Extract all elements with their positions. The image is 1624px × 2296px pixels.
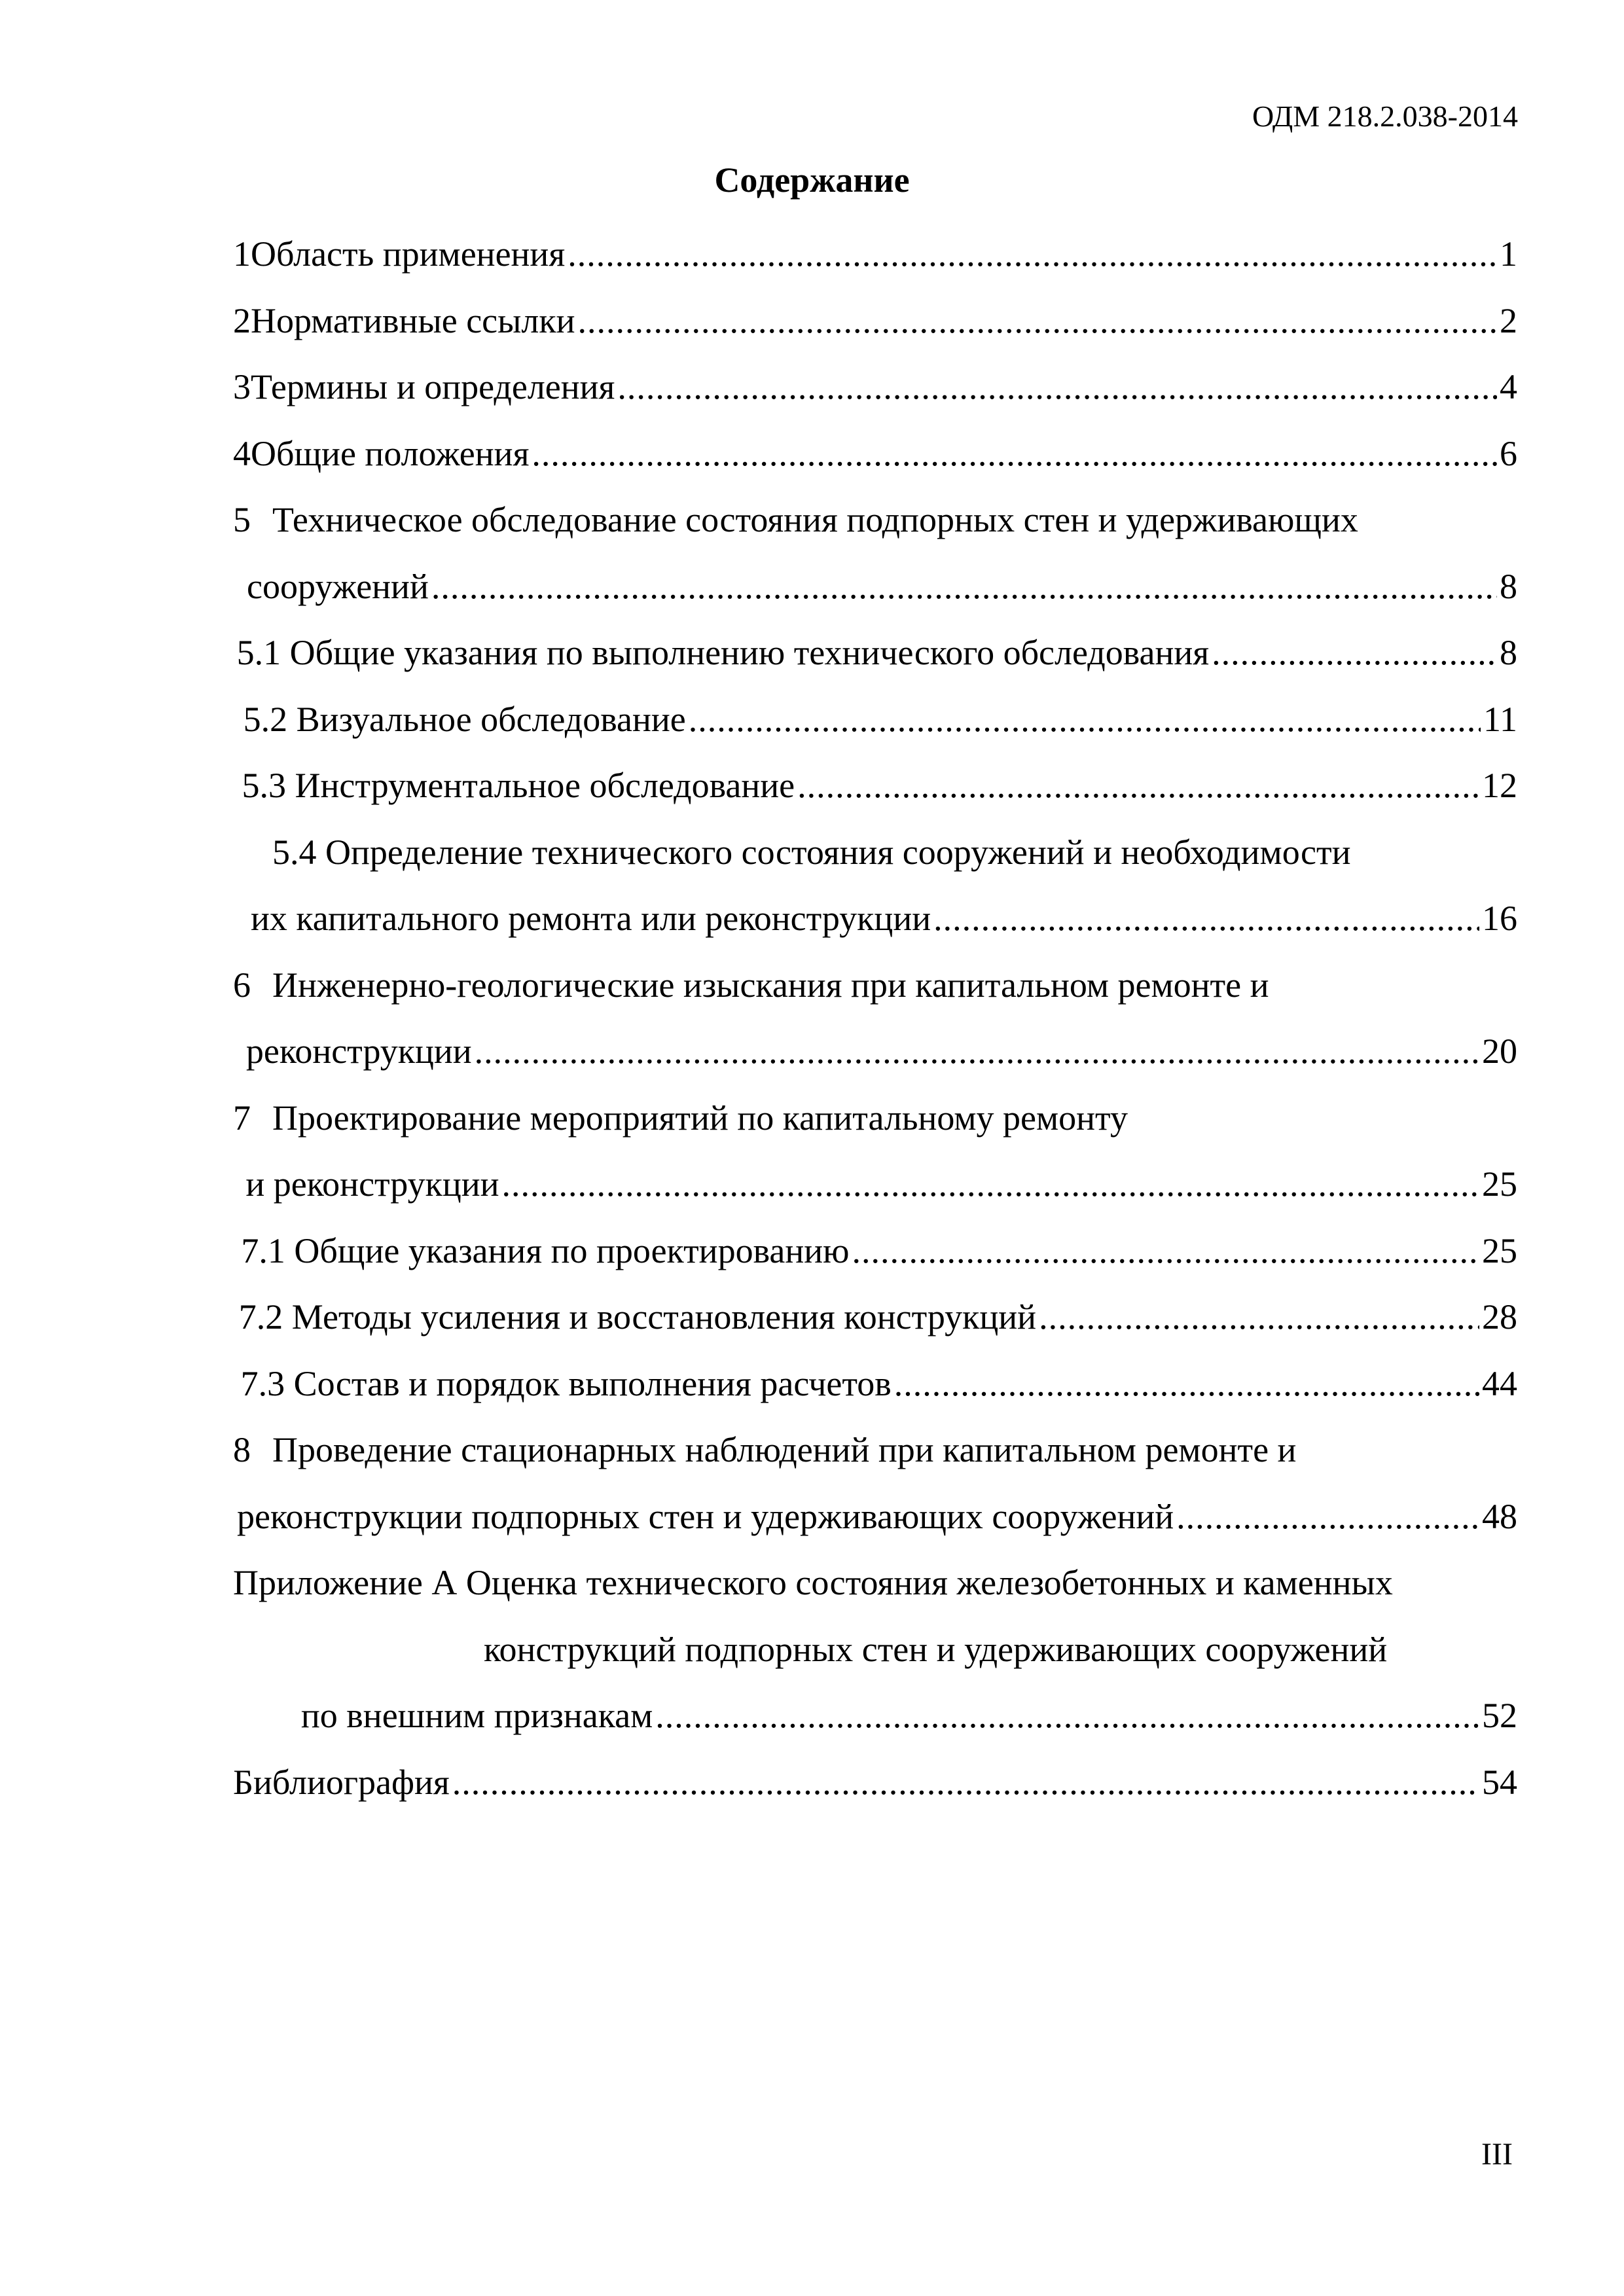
toc-entry-5-4-cont[interactable]	[233, 895, 1517, 961]
toc-entry-bibliography[interactable]	[233, 1759, 1517, 1825]
toc-entry-page: 54	[1482, 1762, 1517, 1802]
document-code: ОДМ 218.2.038-2014	[1252, 99, 1518, 133]
toc-entry-title: конструкций подпорных стен и удерживающих сооружений	[484, 1629, 1388, 1669]
toc-entry-7-cont[interactable]	[233, 1160, 1517, 1227]
toc-entry-5-1[interactable]	[233, 629, 1517, 696]
toc-entry-page: 2	[1500, 300, 1517, 340]
toc-entry-number: 7	[233, 1098, 251, 1138]
toc-entry-6-cont[interactable]	[233, 1028, 1517, 1094]
toc-entry-appendix-a-cont[interactable]	[233, 1626, 1517, 1693]
toc-entry-title: сооружений	[247, 566, 429, 606]
dot-leader	[852, 1227, 1479, 1274]
toc-entry-appendix-a[interactable]	[233, 1559, 1517, 1626]
toc-entry-1[interactable]	[233, 230, 1517, 297]
toc-entry-title: 5.2 Визуальное обследование	[243, 699, 686, 739]
toc-entry-page: 20	[1482, 1031, 1517, 1071]
toc-entry-number: 4	[233, 433, 251, 473]
toc-entry-title: Область применения	[251, 234, 566, 274]
toc-entry-title: Нормативные ссылки	[251, 300, 575, 340]
page-title: Содержание	[714, 160, 910, 200]
toc-entry-page: 25	[1482, 1230, 1517, 1270]
dot-leader	[655, 1692, 1479, 1739]
toc-entry-title: Приложение А Оценка технического состояния железобетонных и каменных	[233, 1563, 1393, 1602]
toc-entry-5-cont[interactable]	[233, 563, 1517, 630]
toc-entry-8-cont[interactable]	[233, 1493, 1517, 1560]
toc-entry-title: Инженерно-геологические изыскания при капитальном ремонте и	[272, 965, 1269, 1005]
toc-entry-title: Термины и определения	[251, 367, 615, 406]
toc-entry-page: 25	[1482, 1164, 1517, 1204]
table-of-contents	[233, 230, 1517, 1825]
toc-entry-4[interactable]	[233, 430, 1517, 497]
toc-entry-number: 3	[233, 367, 251, 406]
toc-entry-appendix-a-cont-2[interactable]	[233, 1692, 1517, 1759]
toc-entry-page: 16	[1482, 899, 1517, 938]
dot-leader	[1212, 629, 1497, 676]
toc-entry-title: Библиография	[233, 1762, 450, 1802]
toc-entry-page: 44	[1482, 1363, 1517, 1403]
toc-entry-5-3[interactable]	[233, 762, 1517, 829]
dot-leader	[617, 363, 1497, 410]
toc-entry-title: 5.3 Инструментальное обследование	[242, 766, 795, 805]
toc-entry-title: по внешним признакам	[300, 1696, 653, 1735]
toc-entry-title: реконструкции подпорных стен и удерживающих сооружений	[236, 1496, 1174, 1536]
dot-leader	[1039, 1293, 1479, 1340]
dot-leader	[894, 1360, 1479, 1407]
toc-entry-title: и реконструкции	[245, 1164, 499, 1204]
dot-leader	[578, 297, 1498, 344]
toc-entry-title: 7.3 Состав и порядок выполнения расчетов	[240, 1363, 892, 1403]
toc-entry-title: Техническое обследование состояния подпорных стен и удерживающих	[272, 500, 1358, 539]
toc-entry-7-1[interactable]	[233, 1227, 1517, 1294]
toc-entry-8[interactable]	[233, 1426, 1517, 1493]
toc-entry-title: их капитального ремонта или реконструкции	[250, 899, 931, 938]
toc-entry-2[interactable]	[233, 297, 1517, 364]
dot-leader	[1176, 1493, 1479, 1540]
dot-leader	[933, 895, 1479, 942]
toc-entry-page: 52	[1482, 1696, 1517, 1735]
toc-entry-page: 11	[1483, 699, 1517, 739]
toc-entry-6[interactable]	[233, 961, 1517, 1028]
toc-entry-title: Общие положения	[251, 433, 530, 473]
toc-entry-number: 2	[233, 300, 251, 340]
toc-entry-title: Проектирование мероприятий по капитальному ремонту	[272, 1098, 1128, 1138]
dot-leader	[568, 230, 1497, 278]
toc-entry-7-3[interactable]	[233, 1360, 1517, 1427]
toc-entry-5-2[interactable]	[233, 696, 1517, 762]
toc-entry-page: 28	[1482, 1297, 1517, 1336]
page-number: III	[1481, 2137, 1513, 2172]
toc-entry-number: 6	[233, 965, 251, 1005]
toc-entry-title: Проведение стационарных наблюдений при капитальном ремонте и	[272, 1430, 1297, 1469]
toc-entry-page: 48	[1482, 1496, 1517, 1536]
toc-entry-title: реконструкции	[245, 1031, 472, 1071]
toc-entry-page: 4	[1500, 367, 1517, 406]
toc-entry-3[interactable]	[233, 363, 1517, 430]
toc-entry-page: 1	[1500, 234, 1517, 274]
toc-entry-page: 8	[1500, 633, 1517, 672]
toc-entry-5[interactable]	[233, 496, 1517, 563]
toc-entry-page: 6	[1500, 433, 1517, 473]
toc-entry-title: 5.4 Определение технического состояния сооружений и необходимости	[272, 832, 1351, 872]
dot-leader	[797, 762, 1479, 809]
toc-entry-page: 8	[1500, 566, 1517, 606]
toc-entry-number: 1	[233, 234, 251, 274]
dot-leader	[502, 1160, 1479, 1208]
toc-entry-title: 7.2 Методы усиления и восстановления конструкций	[238, 1297, 1037, 1336]
toc-entry-number: 8	[233, 1430, 251, 1469]
toc-entry-title: 5.1 Общие указания по выполнению технического обследования	[236, 633, 1210, 672]
toc-entry-7[interactable]	[233, 1094, 1517, 1161]
dot-leader	[431, 563, 1497, 610]
toc-entry-5-4[interactable]	[233, 829, 1517, 895]
toc-entry-page: 12	[1482, 766, 1517, 805]
toc-entry-title: 7.1 Общие указания по проектированию	[241, 1230, 850, 1270]
dot-leader	[532, 430, 1497, 477]
dot-leader	[452, 1759, 1479, 1806]
toc-entry-number: 5	[233, 500, 251, 539]
dot-leader	[689, 696, 1481, 743]
dot-leader	[475, 1028, 1479, 1075]
toc-entry-7-2[interactable]	[233, 1293, 1517, 1360]
